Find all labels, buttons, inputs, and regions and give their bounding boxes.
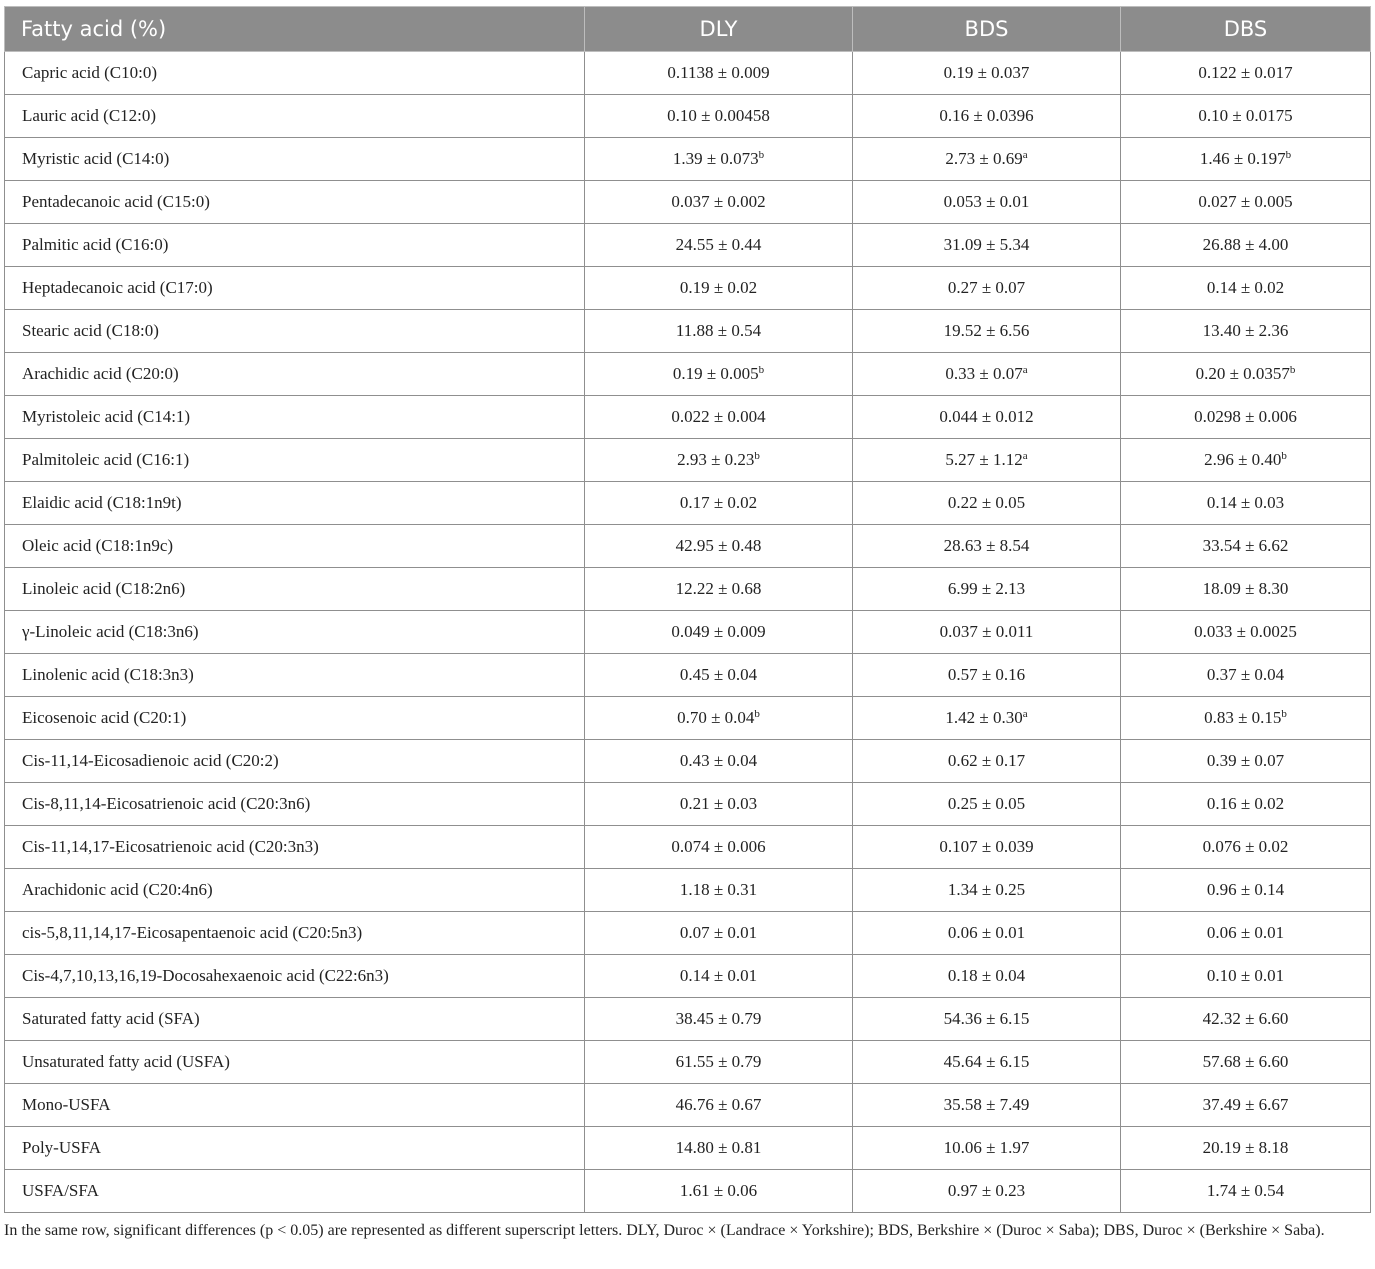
table-row <box>5 267 1371 310</box>
table-row <box>5 998 1371 1041</box>
value-text: 0.83 ± 0.15 <box>1204 708 1282 727</box>
dbs-value-cell <box>1121 1170 1371 1213</box>
bds-value-cell <box>853 611 1121 654</box>
fatty-acid-name-cell: cis-5,8,11,14,17-Eicosapentaenoic acid (C20:5n3) <box>5 912 585 955</box>
fatty-acid-name-cell: Linoleic acid (C18:2n6) <box>5 568 585 611</box>
value-text: 11.88 ± 0.54 <box>675 321 762 340</box>
bds-value-cell <box>853 310 1121 353</box>
bds-value-cell <box>853 1127 1121 1170</box>
dly-value-cell <box>585 740 853 783</box>
fatty-acid-name-cell: USFA/SFA <box>5 1170 585 1213</box>
value-text: 0.96 ± 0.14 <box>1206 880 1285 899</box>
fatty-acid-name-cell: Stearic acid (C18:0) <box>5 310 585 353</box>
value-text: 0.10 ± 0.01 <box>1206 966 1285 985</box>
table-row <box>5 826 1371 869</box>
bds-value-cell <box>853 826 1121 869</box>
value-text: 0.19 ± 0.02 <box>679 278 758 297</box>
value-text: 1.61 ± 0.06 <box>679 1181 758 1200</box>
fatty-acid-name-cell: Myristoleic acid (C14:1) <box>5 396 585 439</box>
table-row <box>5 138 1371 181</box>
bds-value-cell <box>853 439 1121 482</box>
fatty-acid-table <box>4 6 1371 1213</box>
table-row <box>5 224 1371 267</box>
significance-superscript: b <box>1289 364 1296 376</box>
dly-value-cell <box>585 525 853 568</box>
dly-value-cell <box>585 138 853 181</box>
value-text: 0.57 ± 0.16 <box>947 665 1026 684</box>
value-text: 0.033 ± 0.0025 <box>1194 622 1297 641</box>
value-text: 0.06 ± 0.01 <box>1206 923 1285 942</box>
value-text: 10.06 ± 1.97 <box>943 1138 1030 1157</box>
value-text: 24.55 ± 0.44 <box>675 235 762 254</box>
value-text: 0.1138 ± 0.009 <box>667 63 770 82</box>
value-text: 0.074 ± 0.006 <box>671 837 766 856</box>
fatty-acid-name-cell: Eicosenoic acid (C20:1) <box>5 697 585 740</box>
value-text: 0.19 ± 0.005 <box>672 364 759 383</box>
value-text: 13.40 ± 2.36 <box>1202 321 1289 340</box>
table-row <box>5 95 1371 138</box>
fatty-acid-name-cell: Saturated fatty acid (SFA) <box>5 998 585 1041</box>
value-text: 26.88 ± 4.00 <box>1202 235 1289 254</box>
table-row <box>5 1084 1371 1127</box>
dly-value-cell <box>585 310 853 353</box>
dly-value-cell <box>585 267 853 310</box>
fatty-acid-name-cell: Cis-11,14-Eicosadienoic acid (C20:2) <box>5 740 585 783</box>
value-text: 31.09 ± 5.34 <box>943 235 1030 254</box>
table-row <box>5 955 1371 998</box>
value-text: 0.45 ± 0.04 <box>679 665 758 684</box>
dly-value-cell <box>585 353 853 396</box>
dly-value-cell <box>585 181 853 224</box>
table-row <box>5 912 1371 955</box>
dbs-value-cell <box>1121 396 1371 439</box>
value-text: 0.053 ± 0.01 <box>943 192 1030 211</box>
value-text: 0.62 ± 0.17 <box>947 751 1026 770</box>
value-text: 0.43 ± 0.04 <box>679 751 758 770</box>
fatty-acid-name-cell: Arachidonic acid (C20:4n6) <box>5 869 585 912</box>
fatty-acid-name-cell: Myristic acid (C14:0) <box>5 138 585 181</box>
table-body <box>5 52 1371 1213</box>
value-text: 0.33 ± 0.07 <box>945 364 1023 383</box>
value-text: 0.07 ± 0.01 <box>679 923 758 942</box>
bds-value-cell <box>853 869 1121 912</box>
dly-value-cell <box>585 998 853 1041</box>
bds-value-cell <box>853 138 1121 181</box>
bds-value-cell <box>853 95 1121 138</box>
table-row <box>5 654 1371 697</box>
fatty-acid-name-cell: Linolenic acid (C18:3n3) <box>5 654 585 697</box>
significance-superscript: b <box>1281 450 1287 462</box>
dly-value-cell <box>585 783 853 826</box>
value-text: 42.32 ± 6.60 <box>1202 1009 1289 1028</box>
bds-value-cell <box>853 267 1121 310</box>
dbs-value-cell <box>1121 568 1371 611</box>
dbs-value-cell <box>1121 783 1371 826</box>
dly-value-cell <box>585 568 853 611</box>
dly-value-cell <box>585 826 853 869</box>
value-text: 0.16 ± 0.0396 <box>939 106 1034 125</box>
value-text: 0.39 ± 0.07 <box>1206 751 1285 770</box>
significance-superscript: b <box>754 708 760 720</box>
fatty-acid-name-cell: Oleic acid (C18:1n9c) <box>5 525 585 568</box>
table-row <box>5 1170 1371 1213</box>
value-text: 0.022 ± 0.004 <box>671 407 766 426</box>
value-text: 0.21 ± 0.03 <box>679 794 758 813</box>
table-row <box>5 310 1371 353</box>
value-text: 35.58 ± 7.49 <box>943 1095 1030 1114</box>
table-footnote: In the same row, significant differences (p < 0.05) are represented as different superscript letters. DLY, Duroc × (Landrace × Yorkshire); BDS, Berkshire × (Duroc × Saba); DBS, Duroc × (Berkshire × Saba). <box>4 1222 1325 1239</box>
bds-value-cell <box>853 783 1121 826</box>
bds-value-cell <box>853 697 1121 740</box>
value-text: 0.027 ± 0.005 <box>1198 192 1293 211</box>
table-row <box>5 740 1371 783</box>
dly-value-cell <box>585 439 853 482</box>
table-row <box>5 1127 1371 1170</box>
fatty-acid-name-cell: Palmitic acid (C16:0) <box>5 224 585 267</box>
table-header <box>5 7 1371 52</box>
value-text: 0.049 ± 0.009 <box>671 622 766 641</box>
dbs-value-cell <box>1121 439 1371 482</box>
value-text: 0.10 ± 0.0175 <box>1198 106 1293 125</box>
bds-value-cell <box>853 482 1121 525</box>
table-row <box>5 697 1371 740</box>
fatty-acid-name-cell: Capric acid (C10:0) <box>5 52 585 95</box>
bds-value-cell <box>853 1041 1121 1084</box>
value-text: 0.70 ± 0.04 <box>677 708 755 727</box>
significance-superscript: a <box>1022 364 1028 376</box>
dbs-value-cell <box>1121 654 1371 697</box>
dbs-value-cell <box>1121 697 1371 740</box>
significance-superscript: a <box>1022 708 1028 720</box>
dbs-value-cell <box>1121 912 1371 955</box>
dbs-value-cell <box>1121 998 1371 1041</box>
dbs-value-cell <box>1121 181 1371 224</box>
dly-value-cell <box>585 1041 853 1084</box>
dbs-value-cell <box>1121 955 1371 998</box>
value-text: 0.18 ± 0.04 <box>947 966 1026 985</box>
dly-value-cell <box>585 95 853 138</box>
value-text: 0.14 ± 0.02 <box>1206 278 1285 297</box>
value-text: 0.0298 ± 0.006 <box>1194 407 1297 426</box>
significance-superscript: b <box>758 364 765 376</box>
fatty-acid-name-cell: Heptadecanoic acid (C17:0) <box>5 267 585 310</box>
value-text: 38.45 ± 0.79 <box>675 1009 762 1028</box>
value-text: 0.044 ± 0.012 <box>939 407 1034 426</box>
significance-superscript: b <box>754 450 760 462</box>
table-row <box>5 482 1371 525</box>
value-text: 2.73 ± 0.69 <box>945 149 1023 168</box>
dbs-value-cell <box>1121 869 1371 912</box>
table-row <box>5 439 1371 482</box>
table-row <box>5 52 1371 95</box>
value-text: 1.74 ± 0.54 <box>1206 1181 1285 1200</box>
value-text: 1.46 ± 0.197 <box>1199 149 1286 168</box>
bds-value-cell <box>853 1170 1121 1213</box>
value-text: 0.06 ± 0.01 <box>947 923 1026 942</box>
value-text: 20.19 ± 8.18 <box>1202 1138 1289 1157</box>
dly-value-cell <box>585 1170 853 1213</box>
dbs-value-cell <box>1121 310 1371 353</box>
fatty-acid-name-cell: Unsaturated fatty acid (USFA) <box>5 1041 585 1084</box>
bds-value-cell <box>853 912 1121 955</box>
header-fatty-acid: Fatty acid (%) <box>5 7 585 52</box>
dly-value-cell <box>585 955 853 998</box>
dbs-value-cell <box>1121 267 1371 310</box>
value-text: 0.25 ± 0.05 <box>947 794 1026 813</box>
value-text: 0.20 ± 0.0357 <box>1195 364 1290 383</box>
fatty-acid-table-container <box>4 6 1370 1213</box>
dbs-value-cell <box>1121 1084 1371 1127</box>
dbs-value-cell <box>1121 482 1371 525</box>
dly-value-cell <box>585 654 853 697</box>
table-row <box>5 611 1371 654</box>
value-text: 14.80 ± 0.81 <box>675 1138 762 1157</box>
value-text: 0.14 ± 0.03 <box>1206 493 1285 512</box>
dly-value-cell <box>585 396 853 439</box>
bds-value-cell <box>853 955 1121 998</box>
bds-value-cell <box>853 396 1121 439</box>
significance-superscript: b <box>1281 708 1287 720</box>
fatty-acid-name-cell: Lauric acid (C12:0) <box>5 95 585 138</box>
dbs-value-cell <box>1121 1041 1371 1084</box>
value-text: 0.16 ± 0.02 <box>1206 794 1285 813</box>
significance-superscript: a <box>1022 149 1028 161</box>
value-text: 0.27 ± 0.07 <box>947 278 1026 297</box>
value-text: 0.076 ± 0.02 <box>1202 837 1289 856</box>
dbs-value-cell <box>1121 95 1371 138</box>
dbs-value-cell <box>1121 1127 1371 1170</box>
dbs-value-cell <box>1121 740 1371 783</box>
table-row <box>5 525 1371 568</box>
value-text: 2.93 ± 0.23 <box>677 450 755 469</box>
value-text: 46.76 ± 0.67 <box>675 1095 762 1114</box>
value-text: 61.55 ± 0.79 <box>675 1052 762 1071</box>
table-row <box>5 869 1371 912</box>
dly-value-cell <box>585 697 853 740</box>
value-text: 28.63 ± 8.54 <box>943 536 1030 555</box>
value-text: 0.97 ± 0.23 <box>947 1181 1026 1200</box>
dbs-value-cell <box>1121 52 1371 95</box>
fatty-acid-name-cell: Poly-USFA <box>5 1127 585 1170</box>
fatty-acid-name-cell: Cis-11,14,17-Eicosatrienoic acid (C20:3n3) <box>5 826 585 869</box>
dbs-value-cell <box>1121 525 1371 568</box>
dbs-value-cell <box>1121 353 1371 396</box>
fatty-acid-name-cell: Cis-8,11,14-Eicosatrienoic acid (C20:3n6) <box>5 783 585 826</box>
value-text: 0.10 ± 0.00458 <box>667 106 770 125</box>
table-row <box>5 396 1371 439</box>
fatty-acid-name-cell: Pentadecanoic acid (C15:0) <box>5 181 585 224</box>
fatty-acid-name-cell: Elaidic acid (C18:1n9t) <box>5 482 585 525</box>
value-text: 42.95 ± 0.48 <box>675 536 762 555</box>
table-row <box>5 783 1371 826</box>
value-text: 0.37 ± 0.04 <box>1206 665 1285 684</box>
bds-value-cell <box>853 654 1121 697</box>
significance-superscript: a <box>1022 450 1028 462</box>
value-text: 2.96 ± 0.40 <box>1204 450 1282 469</box>
value-text: 0.107 ± 0.039 <box>939 837 1034 856</box>
bds-value-cell <box>853 740 1121 783</box>
dly-value-cell <box>585 1084 853 1127</box>
header-bds: BDS <box>853 7 1121 52</box>
value-text: 18.09 ± 8.30 <box>1202 579 1289 598</box>
value-text: 33.54 ± 6.62 <box>1202 536 1289 555</box>
bds-value-cell <box>853 998 1121 1041</box>
header-row <box>5 7 1371 52</box>
dly-value-cell <box>585 224 853 267</box>
value-text: 0.19 ± 0.037 <box>943 63 1030 82</box>
value-text: 0.22 ± 0.05 <box>947 493 1026 512</box>
dly-value-cell <box>585 482 853 525</box>
bds-value-cell <box>853 1084 1121 1127</box>
dly-value-cell <box>585 611 853 654</box>
bds-value-cell <box>853 568 1121 611</box>
bds-value-cell <box>853 52 1121 95</box>
value-text: 0.14 ± 0.01 <box>679 966 758 985</box>
table-row <box>5 568 1371 611</box>
value-text: 1.39 ± 0.073 <box>672 149 759 168</box>
dly-value-cell <box>585 1127 853 1170</box>
value-text: 5.27 ± 1.12 <box>945 450 1023 469</box>
table-row <box>5 181 1371 224</box>
value-text: 1.42 ± 0.30 <box>945 708 1023 727</box>
value-text: 1.18 ± 0.31 <box>679 880 758 899</box>
bds-value-cell <box>853 224 1121 267</box>
significance-superscript: b <box>1285 149 1292 161</box>
dbs-value-cell <box>1121 224 1371 267</box>
dbs-value-cell <box>1121 611 1371 654</box>
header-dbs: DBS <box>1121 7 1371 52</box>
fatty-acid-name-cell: Cis-4,7,10,13,16,19-Docosahexaenoic acid (C22:6n3) <box>5 955 585 998</box>
dbs-value-cell <box>1121 826 1371 869</box>
bds-value-cell <box>853 181 1121 224</box>
value-text: 1.34 ± 0.25 <box>947 880 1026 899</box>
fatty-acid-name-cell: Palmitoleic acid (C16:1) <box>5 439 585 482</box>
bds-value-cell <box>853 353 1121 396</box>
value-text: 0.037 ± 0.011 <box>939 622 1034 641</box>
value-text: 19.52 ± 6.56 <box>943 321 1030 340</box>
dly-value-cell <box>585 912 853 955</box>
header-dly: DLY <box>585 7 853 52</box>
dly-value-cell <box>585 52 853 95</box>
value-text: 0.037 ± 0.002 <box>671 192 766 211</box>
fatty-acid-name-cell: Mono-USFA <box>5 1084 585 1127</box>
bds-value-cell <box>853 525 1121 568</box>
value-text: 45.64 ± 6.15 <box>943 1052 1030 1071</box>
value-text: 12.22 ± 0.68 <box>675 579 762 598</box>
dly-value-cell <box>585 869 853 912</box>
value-text: 54.36 ± 6.15 <box>943 1009 1030 1028</box>
value-text: 57.68 ± 6.60 <box>1202 1052 1289 1071</box>
fatty-acid-name-cell: γ-Linoleic acid (C18:3n6) <box>5 611 585 654</box>
significance-superscript: b <box>758 149 765 161</box>
value-text: 0.122 ± 0.017 <box>1198 63 1293 82</box>
dbs-value-cell <box>1121 138 1371 181</box>
value-text: 6.99 ± 2.13 <box>947 579 1026 598</box>
table-row <box>5 1041 1371 1084</box>
value-text: 37.49 ± 6.67 <box>1202 1095 1289 1114</box>
table-row <box>5 353 1371 396</box>
fatty-acid-name-cell: Arachidic acid (C20:0) <box>5 353 585 396</box>
value-text: 0.17 ± 0.02 <box>679 493 758 512</box>
